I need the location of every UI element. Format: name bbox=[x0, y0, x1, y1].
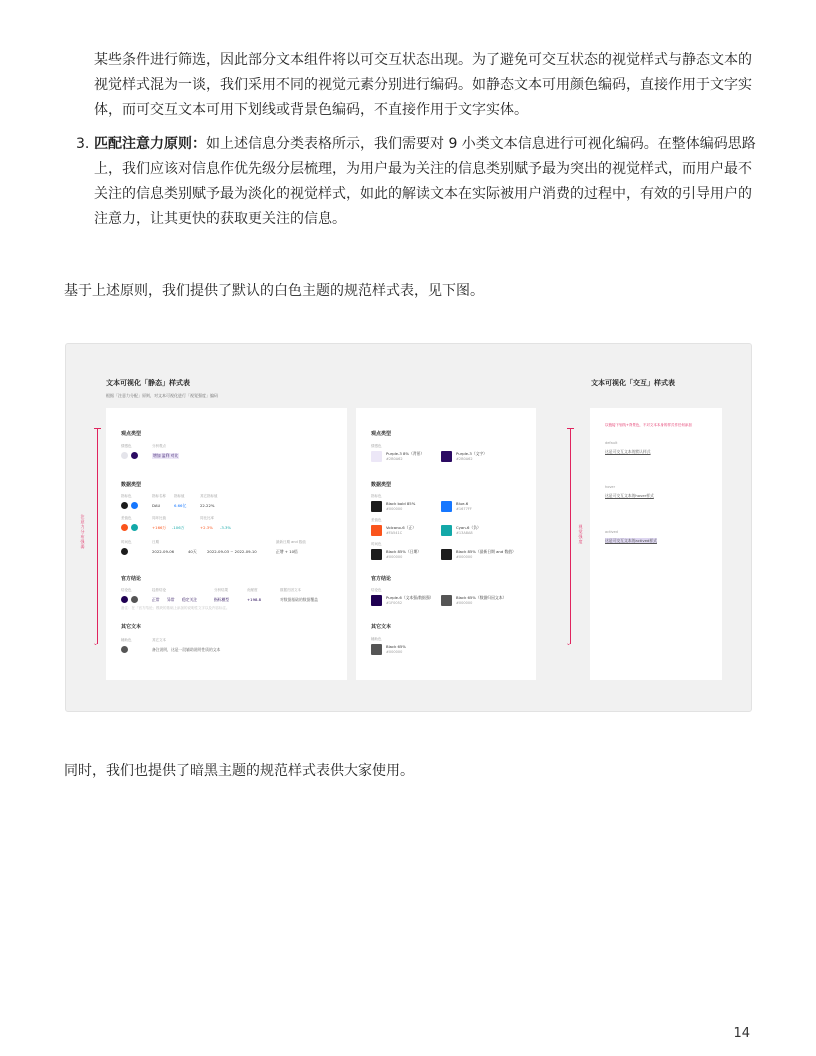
label: 时间色 bbox=[371, 542, 382, 546]
page-number: 14 bbox=[733, 1026, 750, 1041]
date-value: 40天 bbox=[188, 549, 197, 554]
conclusion-value: 稳定关注 bbox=[182, 597, 198, 602]
swatch-black-date bbox=[371, 549, 382, 560]
section-other: 其它文本 bbox=[121, 624, 142, 630]
right-axis-label: 视觉强度 bbox=[578, 524, 583, 544]
swatch-aux bbox=[371, 644, 382, 655]
metric-dot-blue bbox=[131, 502, 138, 509]
right-intensity-axis bbox=[570, 428, 571, 644]
conclusion-value: 指标模型 bbox=[214, 597, 230, 602]
conclusion-dot-gray bbox=[131, 596, 138, 603]
list-item-3 bbox=[76, 132, 756, 232]
swatch-volcano bbox=[371, 525, 382, 536]
delta-dot-positive bbox=[121, 524, 128, 531]
swatch-name: Purple-3 8%（背景） bbox=[386, 451, 425, 456]
label: 差值色 bbox=[121, 516, 132, 520]
intro-paragraph: 基于上述原则，我们提供了默认的白色主题的规范样式表，见下图。 bbox=[64, 283, 484, 299]
label: 其它文本 bbox=[152, 638, 166, 642]
metric-dot-black bbox=[121, 502, 128, 509]
swatch-hex: #000000 bbox=[386, 507, 403, 511]
section-other: 其它文本 bbox=[371, 624, 392, 630]
sentiment-dot-dark bbox=[131, 452, 138, 459]
swatch-name: Black 65%（数据归因文本） bbox=[456, 595, 507, 600]
hover-link-sample[interactable]: 这是可交互文本的hover样式 bbox=[605, 493, 654, 498]
list-number: 3. bbox=[76, 136, 90, 152]
conclusion-value: +198.8 bbox=[247, 597, 262, 602]
swatch-blue bbox=[441, 501, 452, 512]
left-axis-label: 注意力分布强弱 bbox=[80, 514, 85, 549]
state-label-hover: hover bbox=[605, 485, 616, 489]
right-axis-cap bbox=[567, 428, 574, 429]
swatch-black-latest bbox=[441, 549, 452, 560]
swatch-purple-bg bbox=[371, 451, 382, 462]
static-sheet-subtitle: 根据「注意力分配」原则，对文本可视化进行「视觉强度」编码 bbox=[106, 393, 218, 398]
style-sheet-figure bbox=[65, 343, 752, 712]
label: 数据归因文本 bbox=[280, 588, 301, 592]
conclusion-value: 异常 bbox=[167, 597, 175, 602]
label: 同环比值 bbox=[152, 516, 166, 520]
static-sheet-title: 文本可视化「静态」样式表 bbox=[106, 379, 190, 387]
label: 结论色 bbox=[371, 588, 382, 592]
aux-text: 备注说明，这是一段辅助说明性质的文本 bbox=[152, 647, 221, 652]
swatch-hex: #FA541C bbox=[386, 531, 403, 535]
swatch-name: Cyan-6（负） bbox=[456, 525, 481, 530]
label: 辅助色 bbox=[121, 638, 132, 642]
conclusion-dot-dark bbox=[121, 596, 128, 603]
swatch-name: Purple-3（文字） bbox=[456, 451, 487, 456]
label: 日期 bbox=[152, 540, 159, 544]
conclusion-value: 对数据基础的数据覆盖 bbox=[280, 597, 318, 602]
swatch-name: Volcano-6（正） bbox=[386, 525, 417, 530]
list-item-text: 如上述信息分类表格所示，我们需要对 9 小类文本信息进行可视化编码。在整体编码思路上，我们应该对信息作优先级分层梳理，为用户最为关注的信息类别赋予最为突出的视觉样式，而用户最不关注的信息类别赋予最为淡化的视觉样式，如此的解读文本在实际被用户消费的过程中，有效的引导用户的注意力，让其更快的获取更关注的信息。 bbox=[94, 136, 756, 227]
delta-value: -106万 bbox=[172, 525, 185, 530]
label: 指标名称 bbox=[152, 494, 166, 498]
metric-name: DAU bbox=[152, 503, 161, 508]
swatch-name: Black 85%（日期） bbox=[386, 549, 422, 554]
list-item-body bbox=[94, 132, 756, 232]
conclusion-value: 正常 bbox=[152, 597, 160, 602]
aux-dot bbox=[121, 646, 128, 653]
swatch-hex: #1677FF bbox=[456, 507, 472, 511]
label: 差值色 bbox=[371, 518, 382, 522]
section-data-type: 数据类型 bbox=[371, 482, 392, 488]
swatch-cyan bbox=[441, 525, 452, 536]
date-latest: 正增 + 10倍 bbox=[276, 549, 298, 554]
label: 指标色 bbox=[371, 494, 382, 498]
delta-value: +166万 bbox=[152, 525, 167, 530]
static-values-card bbox=[106, 408, 347, 680]
section-official: 官方结论 bbox=[121, 576, 142, 582]
interactive-note: 以链接下划线+背景色，不对文本本身的样式作任何添加 bbox=[605, 423, 692, 427]
dark-theme-paragraph: 同时，我们也提供了暗黑主题的规范样式表供大家使用。 bbox=[64, 763, 414, 779]
swatch-purple-6 bbox=[371, 595, 382, 606]
swatch-hex: #2B0A62 bbox=[456, 457, 473, 461]
list-item-bold-lead: 匹配注意力原则： bbox=[94, 136, 206, 152]
swatch-hex: #1F0052 bbox=[386, 601, 403, 605]
metric-value: 6.66亿 bbox=[174, 503, 187, 508]
swatch-purple-text bbox=[441, 451, 452, 462]
interactive-card bbox=[590, 408, 722, 680]
swatch-name: Black 65% bbox=[386, 644, 406, 649]
label: 结论色 bbox=[121, 588, 132, 592]
label: 趋势结论 bbox=[152, 588, 166, 592]
swatch-hex: #000000 bbox=[386, 555, 403, 559]
label: 贡献度 bbox=[247, 588, 258, 592]
delta-rate: -3.3% bbox=[220, 525, 232, 530]
sentiment-dot-light bbox=[121, 452, 128, 459]
swatch-name: Black bold 85% bbox=[386, 501, 416, 506]
label: 情感色 bbox=[371, 444, 382, 448]
metric-other-value: 22.22% bbox=[200, 503, 215, 508]
left-axis-cap bbox=[94, 428, 101, 429]
section-official: 官方结论 bbox=[371, 576, 392, 582]
section-data-type: 数据类型 bbox=[121, 482, 142, 488]
swatch-black bbox=[371, 501, 382, 512]
viewpoint-tags: 增加 盈利 对比 bbox=[153, 453, 179, 458]
label: 其它指标值 bbox=[200, 494, 218, 498]
swatch-name: Purple-6（文本强/数据强） bbox=[386, 595, 434, 600]
swatch-hex: #13A8A8 bbox=[456, 531, 473, 535]
swatch-hex: #000000 bbox=[456, 601, 473, 605]
state-label-default: default bbox=[605, 441, 618, 445]
swatch-hex: #000000 bbox=[386, 650, 403, 654]
label: 辅助色 bbox=[371, 637, 382, 641]
label: 最新日期 and 数值 bbox=[276, 540, 306, 544]
active-link-sample[interactable]: 这是可交互文本的actived样式 bbox=[605, 538, 657, 543]
left-attention-axis bbox=[97, 428, 98, 644]
date-range: 2022-09-03 ~ 2022-09-10 bbox=[207, 549, 257, 554]
default-link-sample[interactable]: 这是可交互文本的默认样式 bbox=[605, 449, 651, 454]
label: 指标色 bbox=[121, 494, 132, 498]
date-dot bbox=[121, 548, 128, 555]
swatch-black-65 bbox=[441, 595, 452, 606]
label: 分析结果 bbox=[214, 588, 228, 592]
right-axis-arrow-icon: ⌄ bbox=[566, 640, 572, 647]
paragraph-continued: 某些条件进行筛选，因此部分文本组件将以可交互状态出现。为了避免可交互状态的视觉样式与静态文本的视觉样式混为一谈，我们采用不同的视觉元素分别进行编码。如静态文本可用颜色编码，直接作用于文字实体，而可交互文本可用下划线或背景色编码，不直接作用于文字实体。 bbox=[94, 52, 752, 118]
swatch-name: Blue-6 bbox=[456, 501, 469, 506]
swatch-hex: #000000 bbox=[456, 555, 473, 559]
swatch-hex: #2B0A62 bbox=[386, 457, 403, 461]
label: 同比比率 bbox=[200, 516, 214, 520]
section-viewpoint: 观点类型 bbox=[121, 431, 142, 437]
label: 指标值 bbox=[174, 494, 185, 498]
label: 情感色 bbox=[121, 444, 132, 448]
delta-dot-negative bbox=[131, 524, 138, 531]
label: 分析观点 bbox=[152, 444, 166, 448]
date-value: 2022-09-06 bbox=[152, 549, 175, 554]
left-axis-arrow-icon: ⌄ bbox=[93, 640, 99, 647]
interactive-sheet-title: 文本可视化「交互」样式表 bbox=[591, 379, 675, 387]
delta-rate: +2.3% bbox=[200, 525, 213, 530]
state-label-active: actived bbox=[605, 530, 618, 534]
label: 时间色 bbox=[121, 540, 132, 544]
static-swatch-card bbox=[356, 408, 536, 680]
official-note: 备注：在「官方结论」模块的基础上添加的说明性文字以及内容标注。 bbox=[121, 606, 230, 610]
swatch-name: Black 85%（最新日期 and 数值） bbox=[456, 549, 516, 554]
section-viewpoint: 观点类型 bbox=[371, 431, 392, 437]
